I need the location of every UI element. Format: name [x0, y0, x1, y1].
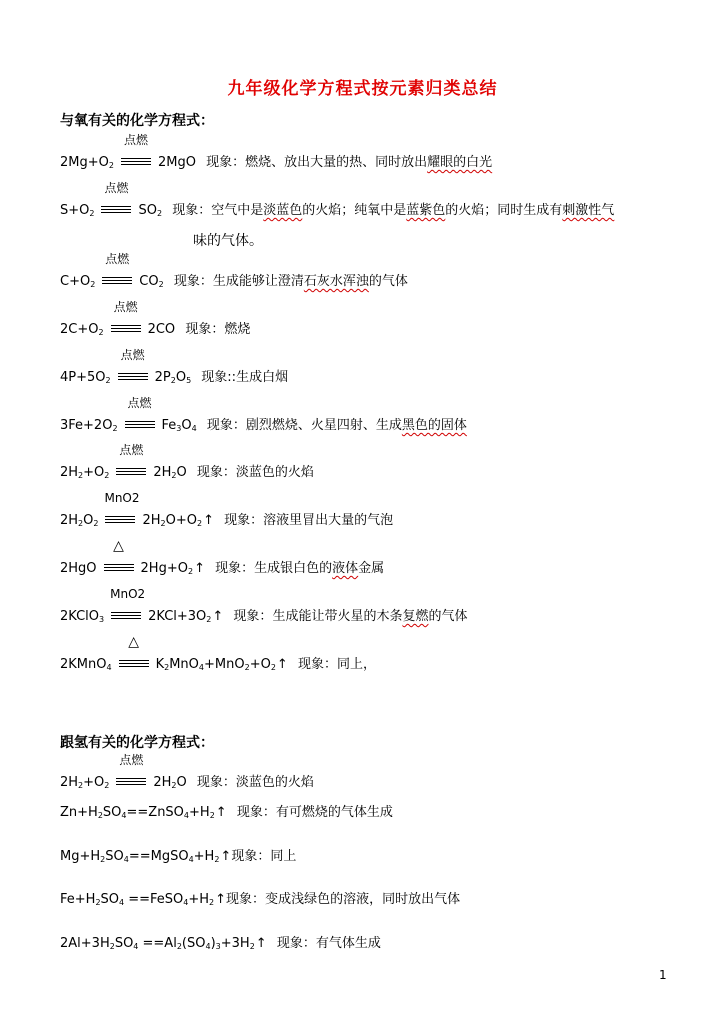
gas-arrow-icon: ↑	[194, 561, 205, 576]
gas-arrow-icon: ↑	[255, 936, 267, 951]
gas-arrow-icon: ↑	[212, 609, 224, 624]
gas-arrow-icon: ↑	[215, 805, 227, 820]
equation-2kclo3: 2KClO$_3$ MnO2 $2KCl+3O_2↑$ 现象：生成能让带火星的木条复燃的气体	[60, 587, 468, 624]
equation-mg-h2so4: $Mg+H_2SO_4==MgSO_4+H_2↑$现象：同上	[60, 849, 297, 864]
equation-2h2-o2: $2H_2+O_2$ 点燃 $2H_2O$ 现象：淡蓝色的火焰	[60, 443, 314, 480]
section-heading-oxygen: 与氧有关的化学方程式：	[60, 113, 214, 129]
equation-4p-5o2: $4P+5O_2$ 点燃 $2P_2O_5$ 现象::生成白烟	[60, 348, 289, 385]
equation-s-o2: $S+O_2$ 点燃 $SO_2$ 现象：空气中是淡蓝色的火焰；纯氧中是蓝紫色的火焰；同时生成有刺激性气	[60, 181, 615, 218]
phenomenon-text: 燃烧、放出大量的热、同时放出	[245, 155, 428, 170]
equation-mg-o2: $2Mg+O_2$ 点燃 2MgO 现象：燃烧、放出大量的热、同时放出耀眼的白光	[60, 133, 493, 170]
equation-2hgo: 2HgO △ $2Hg+O_2↑$ 现象：生成银白色的液体金属	[60, 538, 385, 576]
equation-2al-3h2so4: $2Al+3H_2SO_4$ $==Al_2(SO_4)_3+3H_2↑$ 现象：有气体生成	[60, 936, 381, 951]
condition-ignite: 点燃	[100, 196, 132, 214]
equation-zn-h2so4: $Zn+H_2SO_4==ZnSO_4+H_2↑$ 现象：有可燃烧的气体生成	[60, 805, 393, 820]
section-heading-hydrogen: 跟氢有关的化学方程式：	[60, 735, 214, 751]
equation-c-o2: $C+O_2$ 点燃 $CO_2$ 现象：生成能够让澄清石灰水浑浊的气体	[60, 252, 408, 289]
page-title: 九年级化学方程式按元素归类总结	[227, 79, 498, 99]
gas-arrow-icon: ↑	[215, 892, 227, 907]
condition-heat: △	[103, 554, 135, 572]
condition-mno2: MnO2	[104, 506, 136, 524]
phenomenon-label: 现象：	[206, 155, 246, 170]
condition-ignite: 点燃	[120, 148, 152, 166]
gas-arrow-icon: ↑	[276, 657, 288, 672]
gas-arrow-icon: ↑	[220, 849, 232, 864]
equation-h-2h2-o2: $2H_2+O_2$ 点燃 $2H_2O$ 现象：淡蓝色的火焰	[60, 753, 314, 790]
equation-3fe-2o2: $3Fe+2O_2$ 点燃 $Fe_3O_4$ 现象：剧烈燃烧、火星四射、生成黑色的固体	[60, 396, 467, 433]
equation-2c-o2: $2C+O_2$ 点燃 2CO 现象：燃烧	[60, 300, 251, 337]
phenomenon-highlight: 耀眼的白光	[427, 155, 493, 170]
equation-2kmno4: 2KMnO$_4$ △ $K_2MnO_4+MnO_2+O_2↑$ 现象：同上，	[60, 634, 376, 672]
equation-fe-h2so4: $Fe+H_2SO_4$ $==FeSO_4+H_2↑$现象：变成浅绿色的溶液，同时放出气体	[60, 892, 461, 907]
equation-2h2o2: $2H_2O_2$ MnO2 $2H_2O+O_2↑$ 现象：溶液里冒出大量的气泡	[60, 491, 394, 528]
page-number: 1	[659, 968, 667, 982]
gas-arrow-icon: ↑	[203, 513, 214, 528]
phenomenon-continuation: 味的气体。	[193, 233, 263, 249]
